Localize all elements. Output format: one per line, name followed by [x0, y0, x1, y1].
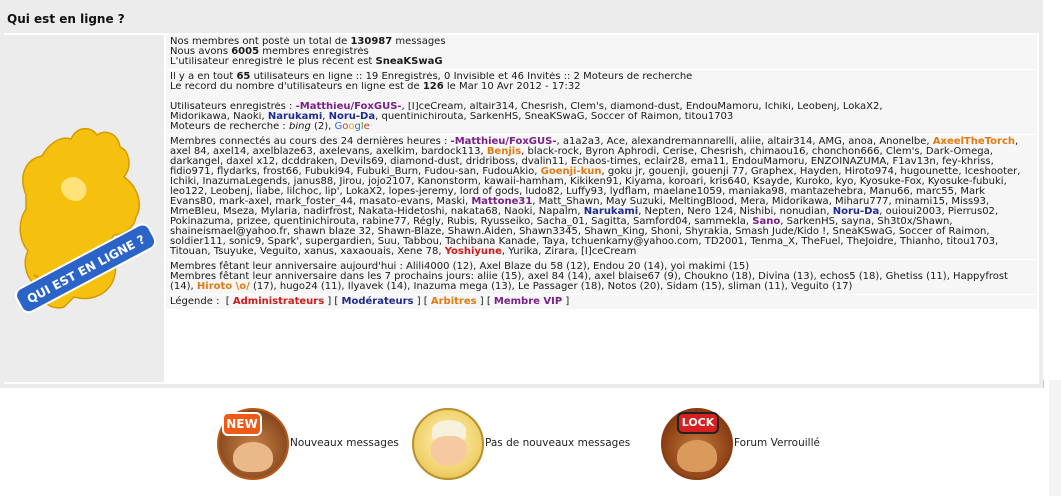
- user-link[interactable]: Mattone31: [471, 196, 533, 207]
- google-letter: G: [334, 122, 343, 132]
- total-members: 6005: [231, 47, 260, 57]
- stats-row: [166, 35, 1037, 70]
- registered-users-list: , quentinichirouta, SarkenHS, SneaKSwaG, Soccer of Raimon, titou1703: [375, 112, 734, 122]
- user-link[interactable]: AxeelTheTorch: [932, 136, 1015, 147]
- online-record: 126: [422, 82, 444, 92]
- online-text: utilisateurs en ligne :: 19 Enregistrés, 0 Invisible et 46 Invités :: 2 Moteurs de recherche: [250, 72, 693, 82]
- users-list-text: , Matt_Shawn, May Suzuki, MeltingBlood, Mera, Midorikawa, Miharu777, minami15, Miss93, MmeBleu, Mseza, Mylaria, nadirfrost, Nakata-Hidetoshi, nakata68, Naoki, Napalm,: [170, 196, 990, 217]
- registered-users-list: Midorikawa, Naoki,: [170, 112, 268, 122]
- no-new-messages-label: Pas de nouveaux messages: [485, 437, 631, 449]
- no-new-messages-icon: [412, 408, 484, 480]
- birthdays-week: Membres fêtant leur anniversaire dans les 7 prochains jours: aliie (15), axel 84 (14), axel blaise67 (9), Choukno (18), Divina (13), echos5 (18), Ghetiss (11), Happyfrost (14),: [170, 271, 1008, 292]
- legend-label: Légende :: [170, 296, 220, 307]
- google-letter: o: [348, 122, 355, 132]
- user-link[interactable]: Hiroto \o/: [196, 281, 250, 292]
- online-row: [166, 70, 1037, 135]
- google-letter: e: [363, 122, 370, 132]
- stats-text: messages: [392, 37, 446, 47]
- bots-text: (2),: [310, 122, 335, 132]
- last24-label: Membres connectés au cours des 24 dernières heures :: [170, 136, 451, 147]
- google-letter: o: [342, 122, 349, 132]
- legend-vip[interactable]: Membre VIP: [493, 296, 563, 307]
- newest-user-link[interactable]: SneaKSwaG: [375, 57, 443, 67]
- locked-forum-icon: [661, 408, 733, 480]
- user-link[interactable]: Benjis: [486, 146, 522, 157]
- stats-text: L'utilisateur enregistré le plus récent est: [170, 57, 376, 67]
- character-face: [677, 440, 717, 472]
- user-link[interactable]: Noru-Da: [328, 112, 376, 122]
- user-link[interactable]: Sano: [752, 216, 781, 227]
- bot-bing: bing: [288, 122, 311, 132]
- legend-moderators[interactable]: Modérateurs: [341, 296, 414, 307]
- online-text: Le record du nombre d'utilisateurs en ligne est de: [170, 82, 423, 92]
- user-link[interactable]: Yoshiyune: [444, 246, 502, 257]
- registered-label: Utilisateurs enregistrés :: [170, 102, 296, 112]
- page-edge: [1043, 0, 1061, 380]
- character-face: [431, 436, 467, 466]
- stats-text: Nous avons: [170, 47, 232, 57]
- online-count: 65: [236, 72, 251, 82]
- legend-referees[interactable]: Arbitres: [430, 296, 477, 307]
- online-text: le Mar 10 Avr 2012 - 17:32: [443, 82, 581, 92]
- total-messages: 130987: [350, 37, 393, 47]
- user-link[interactable]: -Matthieu/FoxGUS-: [450, 136, 557, 147]
- new-messages-icon: [217, 408, 289, 480]
- legend-admins[interactable]: Administrateurs: [232, 296, 325, 307]
- users-list-text: , axel 84, axel14, axelblaze63, axelevans, axelkim, bardock113,: [170, 136, 1019, 157]
- scrollbar[interactable]: [1049, 380, 1061, 496]
- legend-row: Légende : [ Administrateurs ] [ Modérateurs ] [ Arbitres ] [ Membre VIP ]: [166, 295, 1037, 310]
- who-is-online-logo: [4, 35, 164, 382]
- registered-users-list: , [I]ceCream, altair314, Chesrish, Clem's, diamond-dust, EndouMamoru, Ichiki, Leobenj, LokaX2,: [401, 102, 883, 112]
- online-logo-cell: [4, 35, 164, 382]
- character-face: [233, 442, 273, 472]
- new-messages-label: Nouveaux messages: [290, 437, 399, 449]
- birthdays-week: (17), hugo24 (11), Ilyavek (14), Inazuma mega (13), Le Passager (18), Notos (20), Sidam (15), sliman (11), Veguito (17): [249, 281, 853, 292]
- new-badge: NEW: [222, 412, 262, 436]
- user-link[interactable]: Noru-Da: [832, 206, 880, 217]
- google-letter: g: [354, 122, 361, 132]
- online-info-rows: [166, 35, 1037, 310]
- users-list-text: , a1a2a3, Ace, alexandremannarelli, aliie, altair314, AMG, anoa, Anonelbe,: [556, 136, 933, 147]
- user-link[interactable]: -Matthieu/FoxGUS-: [295, 102, 402, 112]
- users-list-text: , goku jr, gouenji, gouenji 77, Graphex, Hayden, Hiroto974, hugounette, Iceshooter, Ichiki, InazumaLegends, janus88, Jirou, jojo2107, Kanonstorm, kawaii-hamham, Kikiken91, Kiyama, koroari, kris640, Ksayde, Kuroko, kyo, Kyosuke-Fox, Kyosuke-fubuki, leo122, Leobenj, liabe, lilchoc, lip', LokaX2, lopes-jeremy, lord of gods, ludo82, Luffy93, lydflam, maelane1059, maniaka98, mantazehebra, Manu66, marc55, Mark Evans80, mark-axel, mark_foster_44, masato-evans, Maski,: [170, 166, 1021, 207]
- users-list-text: , Yurika, Zirara, [I]ceCream: [501, 246, 637, 257]
- online-text: Il y a en tout: [170, 72, 237, 82]
- birthdays-today: Membres fêtant leur anniversaire aujourd'hui : Alili4000 (12), Axel Blaze du 58 (12), Endou 20 (14), yoi makimi (15): [170, 261, 750, 272]
- section-title: Qui est en ligne ?: [7, 12, 125, 26]
- locked-forum-label: Forum Verrouillé: [734, 437, 820, 449]
- separator: ,: [322, 112, 329, 122]
- logo-text: QUI EST EN LIGNE ?: [24, 232, 148, 307]
- users-list-text: , ouioui2003, Pierrus02, Pokinazuma, prizee, quentinichirouta, rabine77, Régly, Rubis, Ryusseiko, Sacha_01, Sagitta, Samford04, sammekla,: [170, 206, 999, 227]
- stats-text: membres enregistrés: [259, 47, 369, 57]
- user-link[interactable]: Narukami: [583, 206, 639, 217]
- lock-badge: LOCK: [677, 412, 719, 434]
- stats-text: Nos membres ont posté un total de: [170, 37, 351, 47]
- user-link[interactable]: Narukami: [267, 112, 323, 122]
- users-list-text: , SarkenHS, sayna, Sh3t0x/Shawn, shaineismael@yahoo.fr, shawn blaze 32, Shawn-Blaze, Shawn.Aiden, Shawn3345, Shawn_King, Shoni, Shyrakia, Smash Jude/Kido !, SneaKSwaG, Soccer of Raimon, soldier111, sonic9, Spark', supergardien, Suu, Tabbou, Tachibana Kanade, Taya, tchuenkamy@yahoo.com, TD2001, Tenma_X, TheFuel, TheJoidre, Thianho, titou1703, Titouan, Tsuyuke, Veguito, xanus, xaxaouais, Xene 78,: [170, 216, 999, 257]
- user-link[interactable]: Goenji-kun: [540, 166, 602, 177]
- last24-users-list: [170, 136, 1020, 257]
- bot-google-logo: [335, 122, 370, 132]
- google-letter: l: [360, 122, 364, 132]
- last24-row: [166, 135, 1037, 260]
- birthdays-row: [166, 260, 1037, 295]
- bots-label: Moteurs de recherche :: [170, 122, 289, 132]
- users-list-text: , black-rock, Byron Aphrodi, Cerise, Chesrish, chimaou16, chonchon666, Clem's, Dark-Omega, darkangel, daxel x12, dcddraken, Devils69, diamond-dust, dridriboss, dvalin11, Echaos-times, eclair28, ema11, EndouMamoru, ENZOINAZUMA, F1av13n, fey-khriss, fidio971, flydarks, frost66, Fubuki94, Fubuki_Burn, Fudou-san, FudouAkio,: [170, 146, 994, 177]
- users-list-text: , Nepten, Nero 124, Nishibi, nonudian,: [638, 206, 833, 217]
